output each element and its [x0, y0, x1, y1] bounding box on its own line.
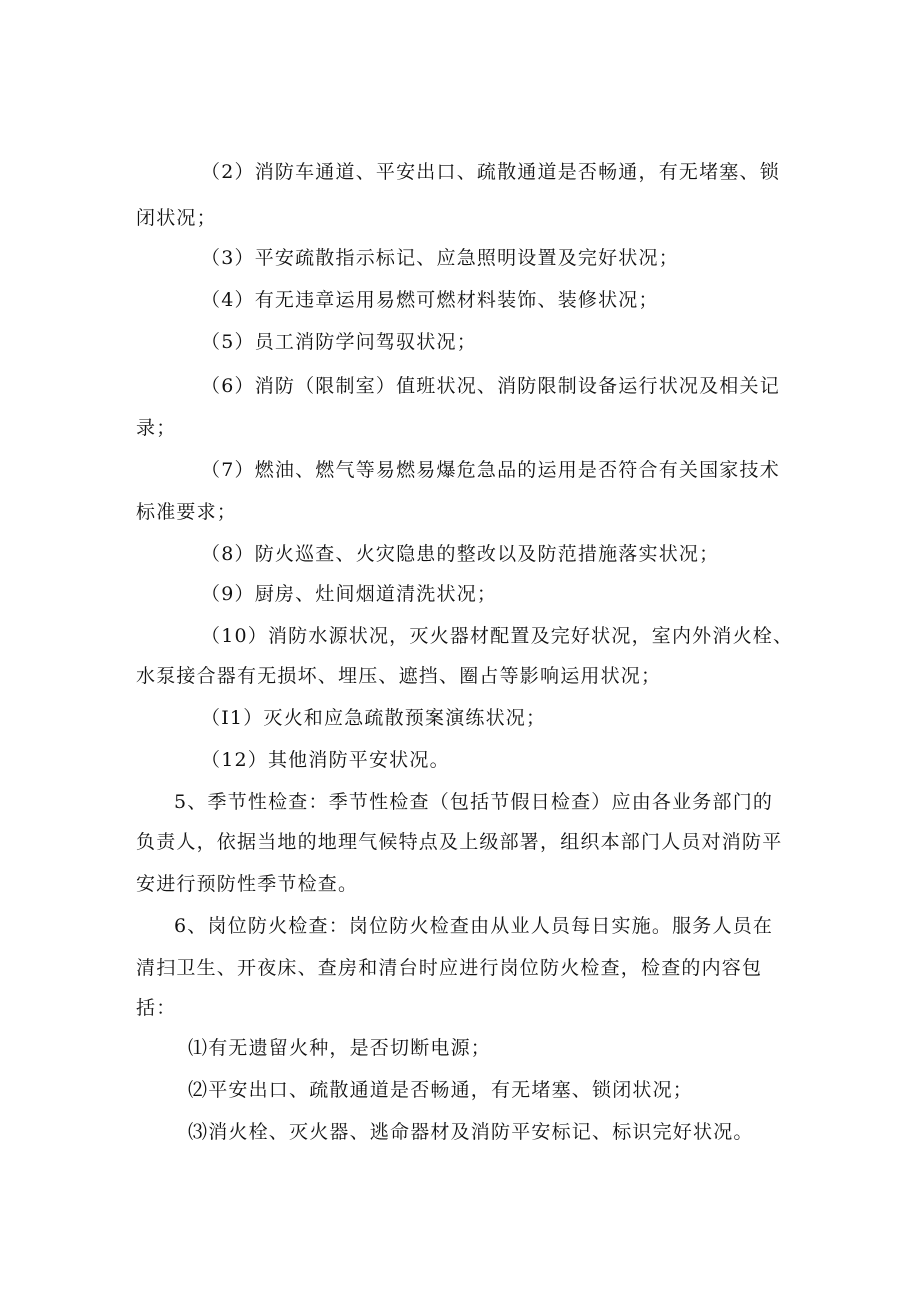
item-8: （8）防火巡查、火灾隐患的整改以及防范措施落实状况； — [201, 543, 720, 565]
item-7-line-2: 标准要求； — [136, 501, 238, 523]
item-12: （12）其他消防平安状况。 — [201, 749, 450, 771]
item-4: （4）有无违章运用易燃可燃材料装饰、装修状况； — [201, 289, 659, 311]
item-9: （9）厨房、灶间烟道清洗状况； — [201, 583, 498, 605]
section-5-line-2: 负责人，依据当地的地理气候特点及上级部署，组织本部门人员对消防平 — [136, 831, 783, 853]
item-7-line-1: （7）燃油、燃气等易燃易爆危急品的运用是否符合有关国家技术 — [201, 459, 780, 481]
item-3: （3）平安疏散指示标记、应急照明设置及完好状况； — [201, 247, 679, 269]
item-6-line-1: （6）消防（限制室）值班状况、消防限制设备运行状况及相关记 — [201, 375, 780, 397]
post-check-item-3: ⑶消火栓、灭火器、逃命器材及消防平安标记、标识完好状况。 — [188, 1121, 754, 1143]
item-2-line-2: 闭状况； — [136, 207, 217, 229]
post-check-item-1: ⑴有无遗留火种，是否切断电源； — [188, 1037, 492, 1059]
item-6-line-2: 录； — [136, 417, 177, 439]
item-2-line-1: （2）消防车通道、平安出口、疏散通道是否畅通，有无堵塞、锁 — [201, 161, 780, 183]
section-6-line-2: 清扫卫生、开夜床、查房和清台时应进行岗位防火检查，检查的内容包 — [136, 957, 763, 979]
section-6-line-3: 括： — [136, 997, 177, 1019]
section-5-line-1: 5、季节性检查：季节性检查（包括节假日检查）应由各业务部门的 — [174, 791, 774, 813]
item-5: （5）员工消防学问驾驭状况； — [201, 331, 477, 353]
post-check-item-2: ⑵平安出口、疏散通道是否畅通，有无堵塞、锁闭状况； — [188, 1079, 694, 1101]
item-11: （I1）灭火和应急疏散预案演练状况； — [201, 707, 547, 729]
item-10-line-1: （10）消防水源状况，灭火器材配置及完好状况，室内外消火栓、 — [201, 625, 794, 647]
section-5-line-3: 安进行预防性季节检查。 — [136, 873, 359, 895]
section-6-line-1: 6、岗位防火检查：岗位防火检查由从业人员每日实施。服务人员在 — [174, 915, 774, 937]
item-10-line-2: 水泵接合器有无损坏、埋压、遮挡、圈占等影响运用状况； — [136, 665, 662, 687]
